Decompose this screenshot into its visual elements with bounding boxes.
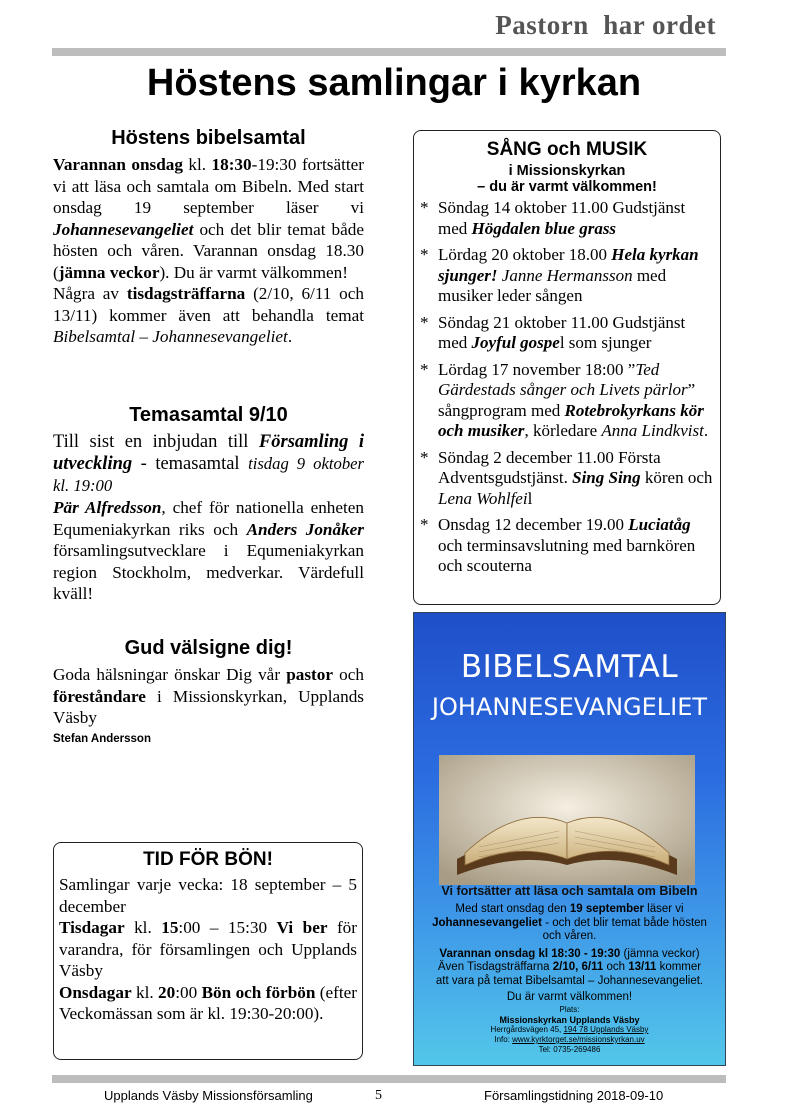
- prayer-box: [53, 842, 363, 1060]
- text-run: kommer: [656, 961, 702, 973]
- prayer-heading: TID FÖR BÖN!: [143, 849, 273, 870]
- signature: Stefan Andersson: [53, 732, 151, 745]
- footer-organization: Upplands Väsby Missionsförsamling: [104, 1088, 313, 1103]
- poster-contact: [414, 1005, 725, 1055]
- text-run: Söndag 21 oktober 11.00 Gudstjänst med: [438, 312, 686, 352]
- text-run: föreståndare: [53, 686, 146, 706]
- text-run: Anders Jonåker: [246, 519, 364, 539]
- poster-line: [414, 975, 725, 989]
- music-heading: SÅNG och MUSIK: [486, 139, 648, 160]
- text-run: 2/10, 6/11: [552, 961, 604, 973]
- text-run: Janne Hermansson: [501, 265, 633, 285]
- bibelsamtal-heading: Höstens bibelsamtal: [111, 127, 306, 149]
- text-run: Anna Lindkvist: [601, 421, 704, 440]
- bullet: *: [420, 447, 429, 467]
- text-run: :00: [175, 982, 202, 1002]
- poster-place-label: Plats:: [559, 1005, 580, 1014]
- bibelsamtal-paragraph-1: [53, 154, 364, 283]
- section-header-title: Pastorn har ordet: [495, 10, 716, 40]
- music-item: [420, 448, 714, 510]
- text-run: .: [287, 327, 293, 346]
- text-run: i Missionskyrkan, Upplands Väsby: [53, 686, 364, 727]
- text-run: Hela kyrkan sjunger!: [438, 245, 699, 285]
- bibelsamtal-paragraph-2: [53, 283, 364, 348]
- text-run: kl.: [182, 155, 212, 174]
- text-run: Söndag 2 december 11.00 Första Adventsgudstjänst.: [438, 447, 661, 487]
- page-number: 5: [375, 1088, 382, 1103]
- text-run: .: [703, 421, 709, 440]
- poster-place-name: Missionskyrkan Upplands Väsby: [499, 1015, 640, 1025]
- poster-info: Info: www.kyrktorget.se/missionskyrkan.uv: [494, 1035, 645, 1044]
- bullet: *: [420, 198, 429, 217]
- poster-phone: Tel: 0735-269486: [538, 1045, 601, 1054]
- text-run: kl.: [124, 918, 162, 937]
- text-run: 20: [158, 982, 176, 1002]
- music-subheading-1: i Missionskyrkan: [508, 163, 626, 179]
- text-run: ). Du är varmt välkommen!: [159, 262, 348, 282]
- blessing-section: [53, 637, 364, 745]
- text-run: Johannesevangeliet: [53, 219, 194, 239]
- text-run: jämna veckor: [58, 262, 160, 282]
- text-run: Onsdagar: [59, 982, 132, 1002]
- music-list: [414, 195, 720, 577]
- bullet: *: [420, 312, 429, 332]
- text-run: Onsdag 12 december 19.00: [438, 515, 629, 534]
- text-run: l som sjunger: [559, 333, 652, 352]
- poster-line: [414, 961, 725, 975]
- text-run: kl.: [131, 982, 159, 1002]
- text-run: Joyful gospe: [471, 333, 560, 352]
- bullet: *: [420, 245, 429, 264]
- text-run: Till sist en inbjudan till: [53, 432, 259, 452]
- info-link[interactable]: www.kyrktorget.se/missionskyrkan.uv: [512, 1035, 645, 1044]
- blessing-heading: Gud välsigne dig!: [124, 637, 293, 659]
- footer-rule: [52, 1075, 726, 1083]
- text-run: och: [603, 961, 629, 973]
- prayer-paragraph-2: [59, 917, 357, 982]
- page-title: Höstens samlingar i kyrkan: [146, 62, 642, 104]
- text-run: (efter Veckomässan som är kl. 19:30-20:00).: [59, 982, 357, 1023]
- text-run: 15: [161, 918, 179, 937]
- text-run: Högdalen blue grass: [471, 218, 617, 238]
- poster-headline: Vi fortsätter att läsa och samtala om Bibeln: [441, 884, 698, 898]
- text-run: Lördag 20 oktober 18.00: [438, 245, 612, 264]
- text-run: ” sångprogram med: [438, 380, 696, 420]
- text-run: l: [527, 488, 533, 508]
- text-run: att vara på temat Bibelsamtal – Johannesevangeliet.: [435, 974, 704, 987]
- text-run: och våren.: [542, 930, 597, 942]
- text-run: Varannan onsdag kl 18:30 - 19:30: [439, 947, 621, 960]
- text-run: Bön och förbön: [201, 982, 316, 1002]
- text-run: Lördag 17 november 18:00 ”: [438, 359, 636, 379]
- text-run: pastor: [286, 665, 334, 684]
- prayer-paragraph-3: [59, 982, 357, 1025]
- bullet: *: [420, 359, 429, 379]
- text-run: Tisdagar: [59, 918, 125, 937]
- music-item: [420, 245, 714, 307]
- text-run: 18:30: [211, 155, 252, 174]
- text-run: med musiker leder sången: [438, 265, 667, 305]
- text-run: och det blir temat både hösten och våren. Varannan onsdag 18.30 (: [53, 219, 364, 282]
- music-item: [420, 198, 714, 239]
- music-box: [413, 130, 721, 605]
- text-run: , chef för nationella enheten Equmeniakyrkan riks och: [53, 498, 365, 539]
- text-run: Med start onsdag den: [455, 903, 570, 915]
- address-link[interactable]: 194 78 Upplands Väsby: [563, 1025, 649, 1034]
- text-run: (jämna veckor): [620, 947, 700, 960]
- music-item: [420, 360, 714, 442]
- text-run: och terminsavslutning med barnkören och scouterna: [438, 535, 696, 575]
- text-run: Vi ber: [276, 918, 328, 937]
- poster-line: [414, 903, 725, 917]
- text-run: Du är varmt välkommen!: [506, 991, 633, 1003]
- blessing-paragraph: [53, 664, 364, 729]
- text-run: Några av: [53, 284, 127, 303]
- text-run: Pär Alfredsson: [53, 498, 162, 517]
- poster-line: [414, 991, 725, 1005]
- text-run: :00 – 15:30: [178, 918, 277, 937]
- text-run: - temasamtal: [132, 454, 249, 474]
- prayer-body: [54, 871, 362, 1025]
- text-run: Församling i utveckling: [53, 432, 364, 474]
- poster-line: [414, 948, 725, 962]
- temasamtal-section: [53, 404, 364, 605]
- footer-publication: Församlingstidning 2018-09-10: [484, 1088, 664, 1103]
- poster-line: [414, 930, 725, 944]
- poster-title-1: BIBELSAMTAL: [460, 649, 679, 685]
- poster-line: [414, 917, 725, 931]
- text-run: , körledare: [524, 421, 602, 440]
- text-run: (2/10, 6/11 och 13/11) kommer även att behandla temat: [53, 284, 364, 325]
- text-run: Bibelsamtal – Johannesevangeliet: [53, 327, 288, 346]
- text-run: församlingsutvecklare i Equmeniakyrkan region Stockholm, medverkar. Värdefull kväll!: [53, 541, 364, 603]
- text-run: Johannesevangeliet: [432, 916, 542, 929]
- text-run: Goda hälsningar önskar Dig vår: [53, 665, 287, 684]
- text-run: Samlingar varje vecka: 18 september – 5 december: [59, 875, 357, 916]
- poster-address: Herrgårdsvägen 45, 194 78 Upplands Väsby: [490, 1025, 649, 1034]
- poster-title-2: JOHANNESEVANGELIET: [431, 693, 708, 721]
- text-run: Rotebrokyrkans kör och musiker: [438, 400, 704, 440]
- text-run: 13/11: [628, 961, 657, 973]
- text-run: Söndag 14 oktober 11.00 Gudstjänst med: [438, 198, 686, 238]
- prayer-paragraph-1: [59, 874, 357, 917]
- text-run: Lena Wohlfei: [438, 488, 528, 508]
- temasamtal-paragraph-2: [53, 497, 364, 605]
- poster-body: [414, 903, 725, 1005]
- music-subheading-2: – du är varmt välkommen!: [477, 179, 657, 195]
- text-run: - och det blir temat både hösten: [542, 916, 707, 929]
- text-run: tisdag 9 oktober kl. 19:00: [53, 454, 365, 495]
- text-run: tisdagsträffarna: [126, 284, 246, 303]
- text-run: för varandra, för församlingen och Upplands Väsby: [59, 918, 357, 980]
- temasamtal-paragraph-1: [53, 431, 364, 497]
- text-run: Även Tisdagsträffarna: [437, 961, 553, 973]
- bibelsamtal-section: [53, 127, 364, 348]
- text-run: Varannan onsdag: [53, 155, 183, 174]
- header-rule: [52, 48, 726, 56]
- music-item: [420, 515, 714, 577]
- text-run: Sing Sing: [572, 468, 641, 487]
- music-item: [420, 313, 714, 354]
- text-run: läser vi: [643, 903, 684, 915]
- text-run: -19:30 fortsätter vi att läsa och samtala om Bibeln. Med start onsdag 19 september läser vi: [53, 155, 364, 217]
- open-bible-image: [439, 755, 695, 885]
- bibelsamtal-poster: [413, 612, 726, 1066]
- bullet: *: [420, 515, 429, 534]
- text-run: och: [333, 665, 364, 684]
- text-run: kören och: [640, 468, 713, 487]
- text-run: Ted Gärdestads sånger och Livets pärlor: [438, 359, 688, 399]
- text-run: 19 september: [569, 903, 644, 915]
- temasamtal-heading: Temasamtal 9/10: [129, 404, 288, 426]
- text-run: Luciatåg: [628, 515, 691, 534]
